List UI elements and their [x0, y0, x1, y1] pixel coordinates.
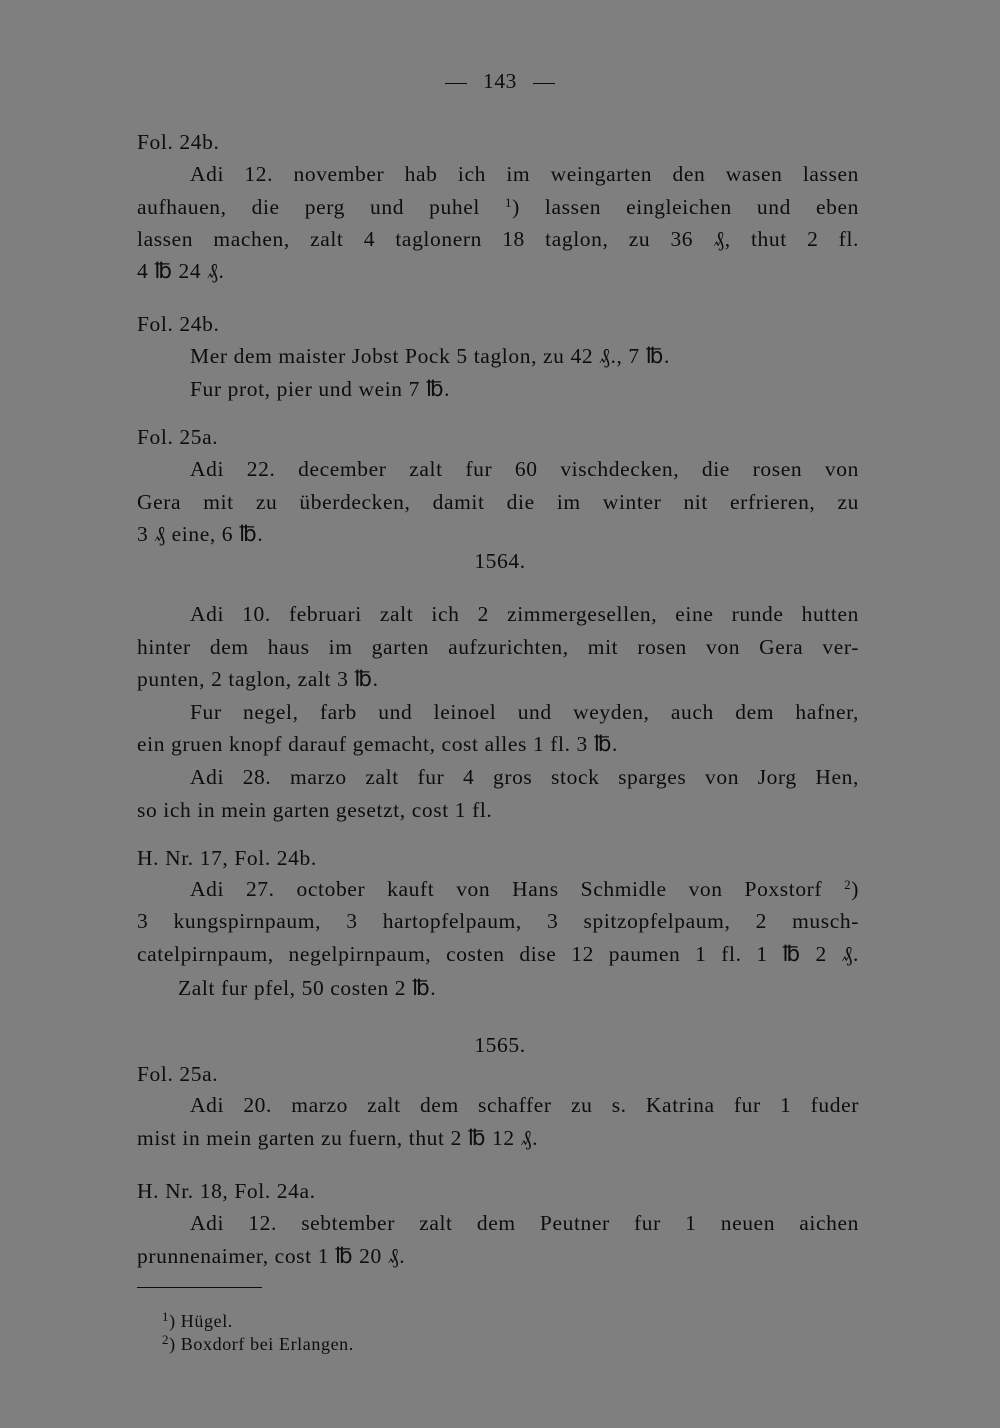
text-line: 3 kungspirnpaum, 3 hartopfelpaum, 3 spitzopfelpaum, 2 musch- [137, 909, 859, 933]
footnote-ref: 1 [505, 195, 513, 210]
text-line: Adi 12. sebtember zalt dem Peutner fur 1 neuen aichen [190, 1211, 859, 1235]
footnote-1: $^1$) Hügel. [162, 1309, 233, 1331]
text-line: Fur prot, pier und wein 7 ℔. [190, 377, 451, 401]
text-line: Adi 22. december zalt fur 60 vischdecken, die rosen von [190, 457, 859, 481]
page-number-dash-left [445, 83, 467, 84]
text-line: Adi 20. marzo zalt dem schaffer zu s. Katrina fur 1 fuder [190, 1093, 859, 1117]
source-heading: H. Nr. 17, Fol. 24b. [137, 846, 317, 870]
text-line: aufhauen, die perg und puhel $^1$) lassen eingleichen und eben [137, 195, 859, 219]
text-line: Gera mit zu überdecken, damit die im winter nit erfrieren, zu [137, 490, 859, 514]
text-line: punten, 2 taglon, zalt 3 ℔. [137, 667, 379, 691]
page-number: 143 [0, 68, 1000, 94]
source-heading: H. Nr. 18, Fol. 24a. [137, 1179, 316, 1203]
text-line: prunnenaimer, cost 1 ℔ 20 ₰. [137, 1244, 406, 1268]
text-line: Adi 28. marzo zalt fur 4 gros stock sparges von Jorg Hen, [190, 765, 859, 789]
year-heading: 1564. [474, 549, 526, 573]
text-line: Adi 10. februari zalt ich 2 zimmergesellen, eine runde hutten [190, 602, 859, 626]
footnote-ref: 2 [844, 877, 852, 892]
text-line: catelpirnpaum, negelpirnpaum, costen dise 12 paumen 1 fl. 1 ℔ 2 ₰. [137, 942, 859, 966]
text-line: so ich in mein garten gesetzt, cost 1 fl. [137, 798, 493, 822]
text-line: Fur negel, farb und leinoel und weyden, auch dem hafner, [190, 700, 859, 724]
text-line: Zalt fur pfel, 50 costen 2 ℔. [178, 976, 437, 1000]
folio-heading: Fol. 24b. [137, 130, 220, 154]
text-line: Mer dem maister Jobst Pock 5 taglon, zu 42 ₰., 7 ℔. [190, 344, 670, 368]
text-line: ein gruen knopf darauf gemacht, cost alles 1 fl. 3 ℔. [137, 732, 619, 756]
text-line: hinter dem haus im garten aufzurichten, mit rosen von Gera ver- [137, 635, 859, 659]
footnote-2: $^2$) Boxdorf bei Erlangen. [162, 1332, 354, 1354]
page-number-dash-right [533, 83, 555, 84]
folio-heading: Fol. 24b. [137, 312, 220, 336]
text-line: 4 ℔ 24 ₰. [137, 259, 225, 283]
folio-heading: Fol. 25a. [137, 1062, 219, 1086]
text-line: lassen machen, zalt 4 taglonern 18 taglon, zu 36 ₰, thut 2 fl. [137, 227, 859, 251]
text-line: 3 ₰ eine, 6 ℔. [137, 522, 264, 546]
folio-heading: Fol. 25a. [137, 425, 219, 449]
text-line: Adi 12. november hab ich im weingarten den wasen lassen [190, 162, 859, 186]
text-line: mist in mein garten zu fuern, thut 2 ℔ 12 ₰. [137, 1126, 539, 1150]
year-heading: 1565. [474, 1033, 526, 1057]
footnote-rule [137, 1287, 262, 1288]
text-line: Adi 27. october kauft von Hans Schmidle von Poxstorf $^2$) [190, 877, 859, 901]
